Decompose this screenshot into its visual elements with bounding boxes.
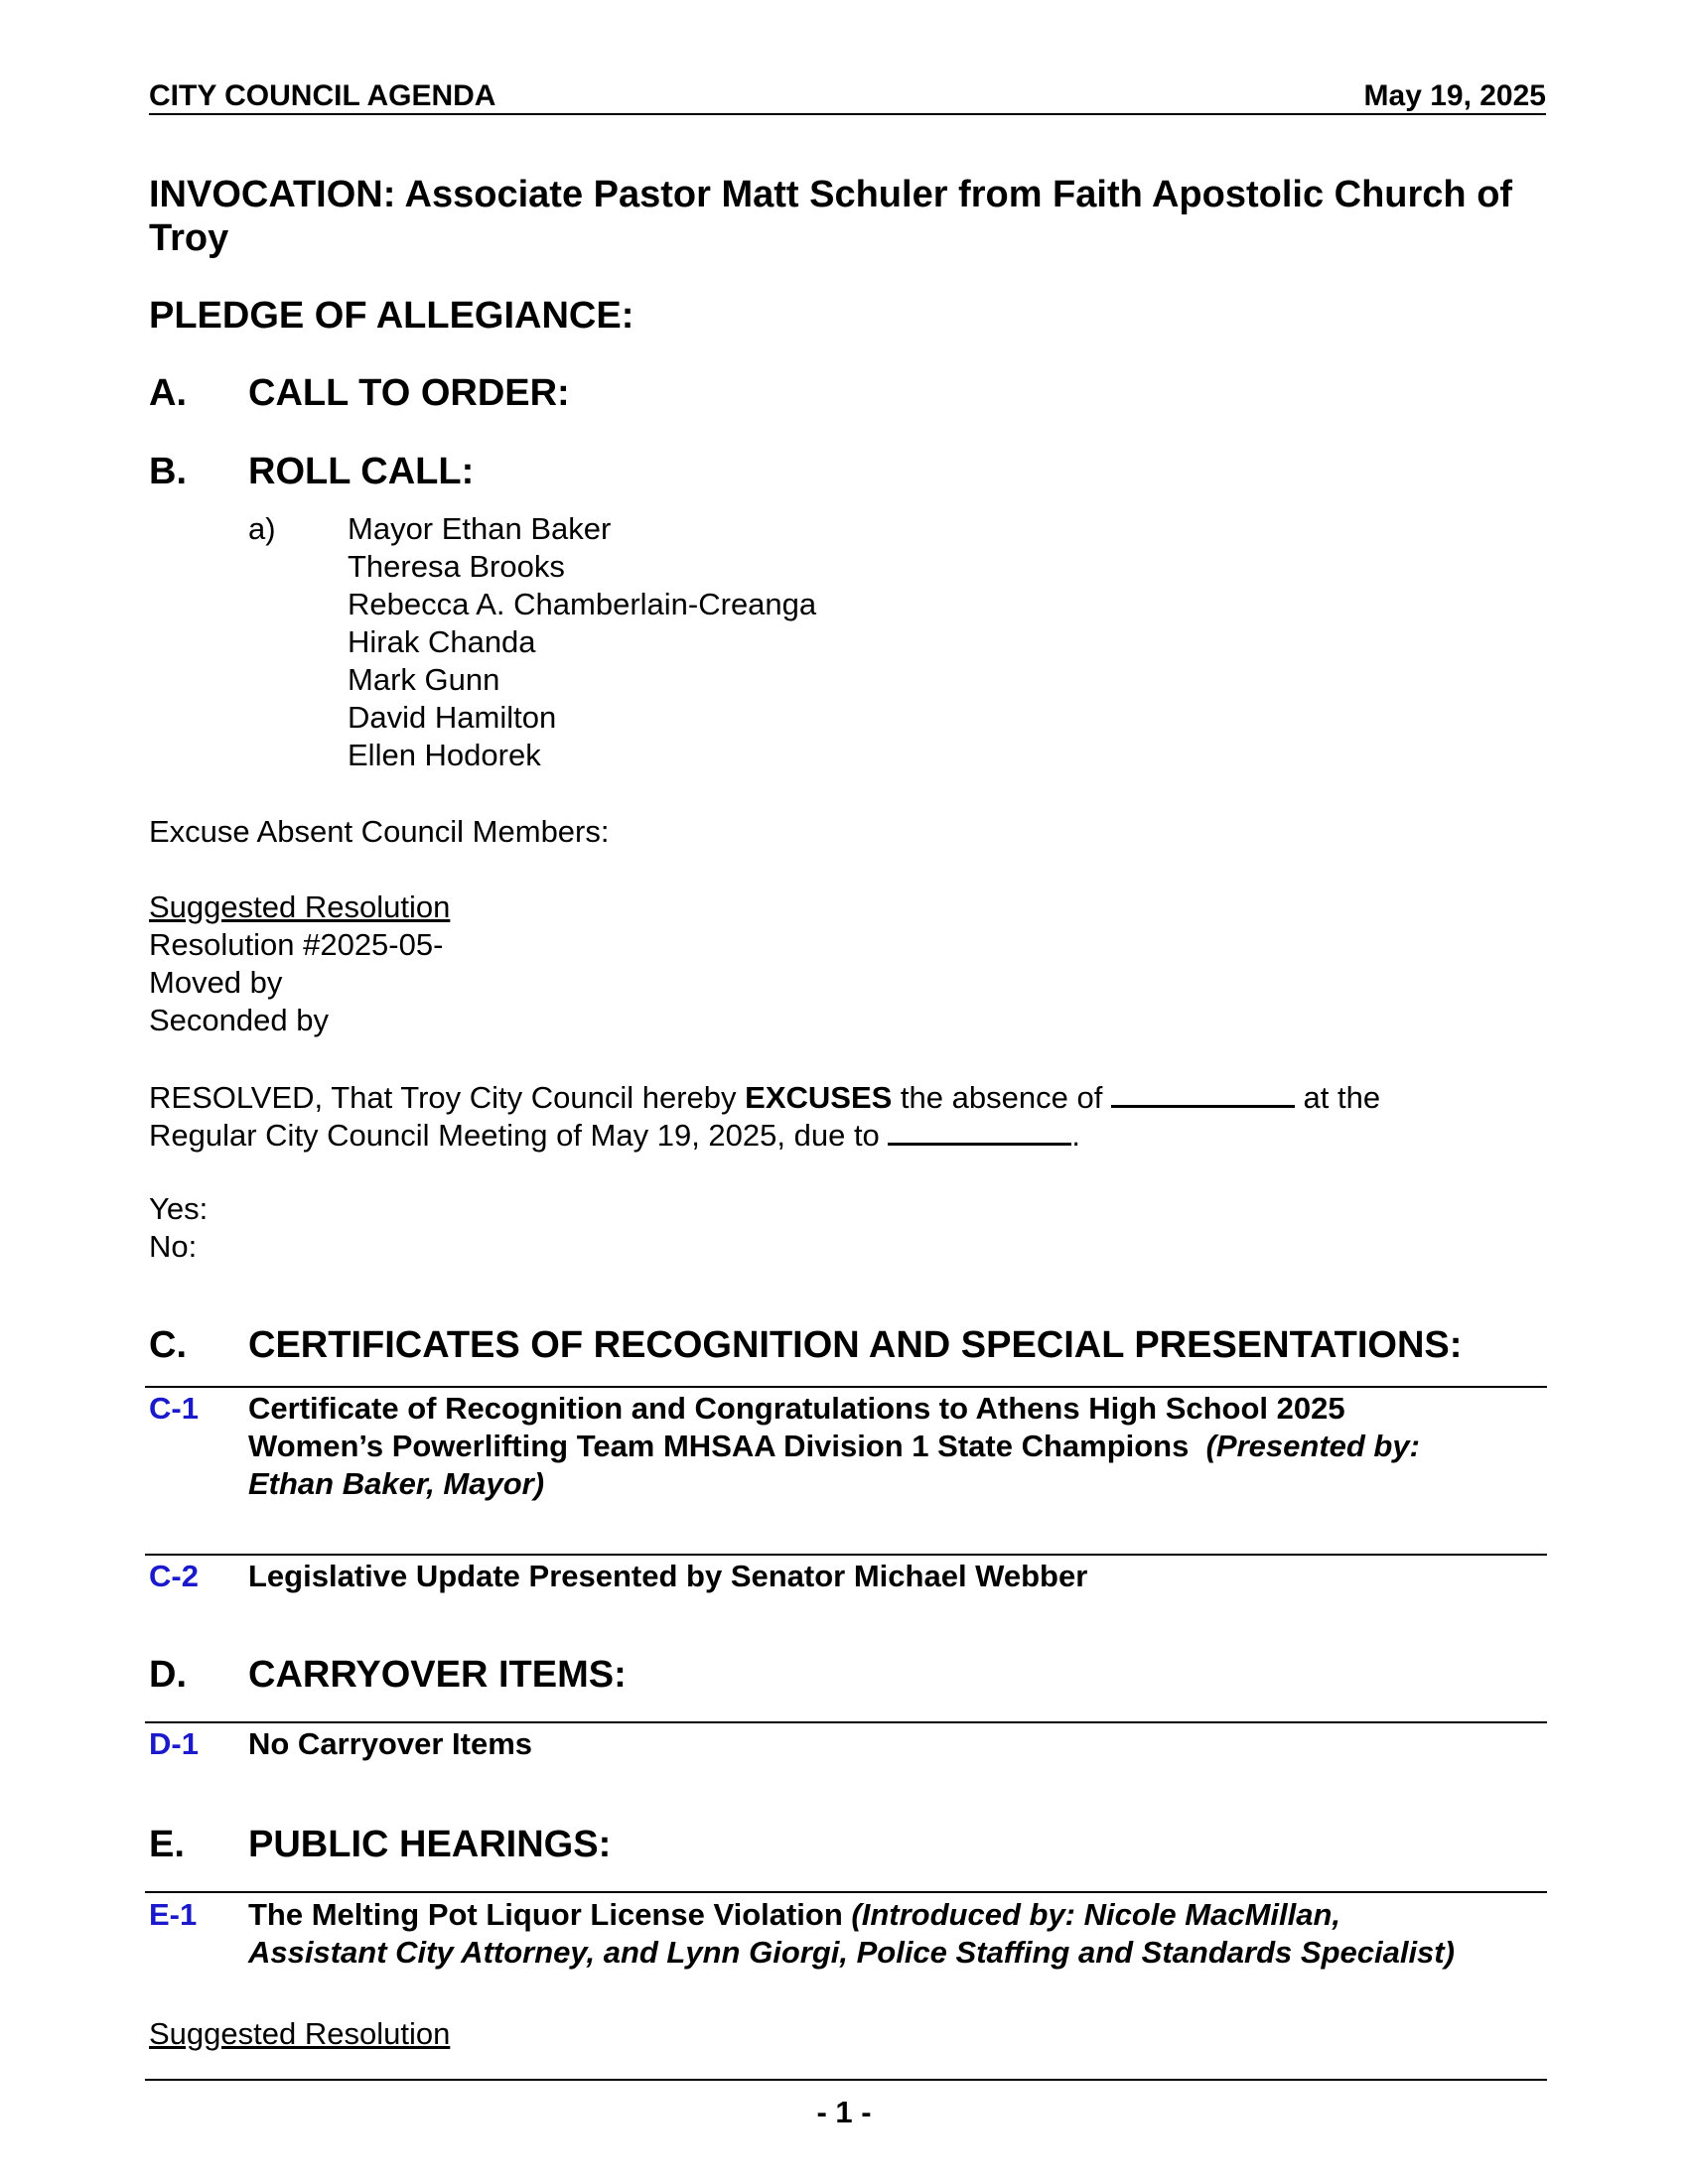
e-suggested-resolution-label: Suggested Resolution [149, 2016, 451, 2051]
section-e-title: PUBLIC HEARINGS: [248, 1824, 612, 1865]
agenda-date: May 19, 2025 [1363, 79, 1546, 112]
section-b-letter: B. [149, 451, 187, 492]
resolution-number: Resolution #2025-05- [149, 927, 444, 962]
item-c1-line-1: Certificate of Recognition and Congratulations to Athens High School 2025 [248, 1391, 1345, 1426]
moved-by: Moved by [149, 965, 283, 1000]
item-c1-line-3: Ethan Baker, Mayor) [248, 1466, 545, 1501]
header-divider [149, 113, 1546, 115]
section-a-title: CALL TO ORDER: [248, 372, 570, 414]
section-e-divider [145, 1891, 1547, 1893]
section-a-letter: A. [149, 372, 187, 414]
roll-call-member: Mayor Ethan Baker [348, 511, 612, 546]
roll-call-member: Theresa Brooks [348, 549, 565, 584]
section-c-title: CERTIFICATES OF RECOGNITION AND SPECIAL PRESENTATIONS: [248, 1324, 1463, 1366]
reason-blank [888, 1115, 1071, 1146]
item-c1-line-2: Women’s Powerlifting Team MHSAA Division 1 State Champions (Presented by: [248, 1429, 1420, 1463]
roll-call-member: Ellen Hodorek [348, 738, 541, 772]
roll-call-marker: a) [248, 511, 276, 546]
item-c2-id: C-2 [149, 1559, 199, 1593]
section-e-letter: E. [149, 1824, 185, 1865]
page-number: - 1 - [816, 2095, 872, 2129]
section-d-title: CARRYOVER ITEMS: [248, 1654, 627, 1696]
vote-yes: Yes: [149, 1191, 209, 1226]
resolved-line-2: Regular City Council Meeting of May 19, 2025, due to . [149, 1115, 1080, 1155]
resolved-line-1: RESOLVED, That Troy City Council hereby EXCUSES the absence of at the [149, 1077, 1380, 1117]
section-d-divider [145, 1721, 1547, 1723]
roll-call-member: Hirak Chanda [348, 624, 536, 659]
vote-no: No: [149, 1229, 198, 1264]
roll-call-member: Mark Gunn [348, 662, 500, 697]
section-c-divider [145, 1386, 1547, 1388]
invocation-line-2: Troy [149, 217, 229, 259]
absence-blank [1111, 1077, 1295, 1108]
agenda-title: CITY COUNCIL AGENDA [149, 79, 496, 112]
item-d1-text: No Carryover Items [248, 1726, 533, 1761]
suggested-resolution-label: Suggested Resolution [149, 889, 451, 924]
invocation-line-1: INVOCATION: Associate Pastor Matt Schuler from Faith Apostolic Church of [149, 174, 1513, 215]
item-e1-line-2: Assistant City Attorney, and Lynn Giorgi, Police Staffing and Standards Specialist) [248, 1935, 1455, 1970]
item-c2-text: Legislative Update Presented by Senator Michael Webber [248, 1559, 1088, 1593]
roll-call-member: David Hamilton [348, 700, 557, 735]
item-e1-id: E-1 [149, 1897, 198, 1932]
section-d-letter: D. [149, 1654, 187, 1696]
roll-call-member: Rebecca A. Chamberlain-Creanga [348, 587, 817, 621]
footer-divider [145, 2079, 1547, 2081]
item-d1-id: D-1 [149, 1726, 199, 1761]
item-e1-line-1: The Melting Pot Liquor License Violation (Introduced by: Nicole MacMillan, [248, 1897, 1341, 1932]
item-c1-id: C-1 [149, 1391, 199, 1426]
excuse-label: Excuse Absent Council Members: [149, 814, 610, 849]
section-c-letter: C. [149, 1324, 187, 1366]
pledge-heading: PLEDGE OF ALLEGIANCE: [149, 295, 634, 337]
section-b-title: ROLL CALL: [248, 451, 475, 492]
seconded-by: Seconded by [149, 1003, 329, 1037]
item-c2-divider [145, 1554, 1547, 1556]
